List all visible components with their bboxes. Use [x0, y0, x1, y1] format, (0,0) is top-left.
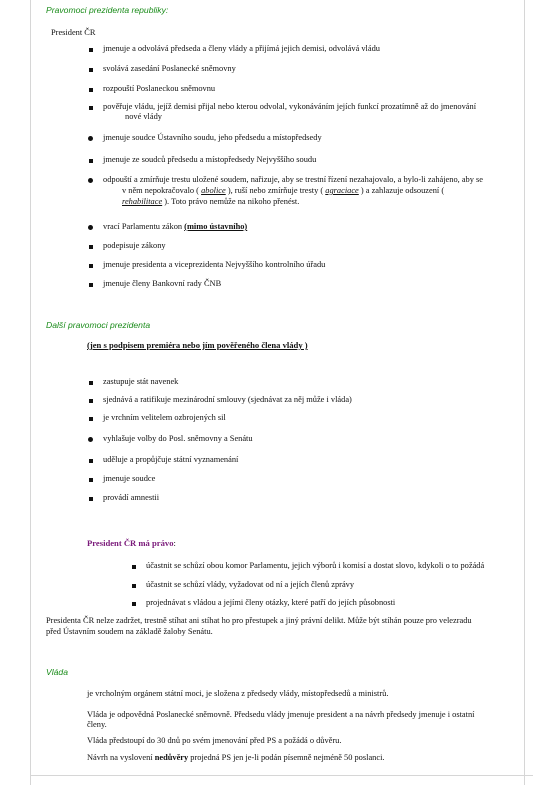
bullet-icon: [132, 584, 136, 588]
text-segment: vrací Parlamentu zákon: [103, 222, 185, 231]
bullet-icon: [89, 417, 93, 421]
text-segment: projedná PS jen je-li podán písemně nejméně 50 poslanci.: [188, 753, 385, 762]
list-item: je vrchním velitelem ozbrojených sil: [103, 413, 226, 422]
list-item: jmenuje soudce Ústavního soudu, jeho předsedu a místopředsedy: [103, 133, 322, 142]
paragraph: Vláda předstoupí do 30 dnů po svém jmenování před PS a požádá o důvěru.: [87, 736, 342, 745]
section-title-other-powers: Další pravomoci prezidenta: [46, 320, 151, 330]
list-item: projednávat s vládou a jejími členy otázky, které patří do jejích působnosti: [146, 598, 396, 607]
list-item: svolává zasedání Poslanecké sněmovny: [103, 64, 236, 73]
list-item: jmenuje a odvolává předseda a členy vlády a přijímá jejich demisi, odvolává vládu: [103, 44, 380, 53]
bullet-icon: [89, 245, 93, 249]
list-item: [103, 222, 247, 231]
bullet-icon: [89, 399, 93, 403]
list-item: podepisuje zákony: [103, 241, 166, 250]
term-rehabilitace: rehabilitace: [122, 197, 163, 206]
page-border-right: [524, 0, 525, 785]
bullet-icon: [89, 48, 93, 52]
section-title-powers: Pravomoci prezidenta republiky:: [46, 5, 169, 15]
list-item-continuation: nové vlády: [125, 112, 162, 121]
bullet-icon: [89, 68, 93, 72]
bullet-icon: [88, 225, 93, 230]
list-item: účastnit se schůzí obou komor Parlamentu, jejich výborů i komisí a dostat slovo, kdykoli o to požádá: [146, 561, 485, 570]
paragraph: Vláda je odpovědná Poslanecké sněmovně. Předsedu vlády jmenuje president a na návrh předsedy jmenuje i ostatní: [87, 710, 475, 719]
page-border-left: [30, 0, 31, 785]
text-emphasis: (mimo ústavního): [184, 222, 248, 231]
paragraph: [87, 753, 385, 762]
list-item: rozpouští Poslaneckou sněmovnu: [103, 84, 216, 93]
bullet-icon: [89, 159, 93, 163]
bullet-icon: [89, 106, 93, 110]
list-item: odpouští a zmírňuje trestu uložené soudem, nařizuje, aby se trestní řízení nezahajovalo, a bylo-li zahájeno, aby se: [103, 175, 483, 184]
rights-heading: [87, 538, 176, 548]
paragraph: je vrcholným orgánem státní moci, je složena z předsedy vlády, místopředsedů a ministrů.: [87, 689, 389, 698]
bullet-icon: [89, 381, 93, 385]
bullet-icon: [88, 437, 93, 442]
bullet-icon: [89, 264, 93, 268]
section-subtitle: (jen s podpisem premiéra nebo jím pověřeného člena vlády ): [87, 340, 308, 350]
immunity-paragraph-line: Presidenta ČR nelze zadržet, trestně stíhat ani stíhat ho pro přestupek a jiný právní delikt. Může být stíhán pouze pro velezradu: [46, 616, 472, 625]
list-item-continuation: [122, 186, 444, 195]
rights-label: President ČR má právo: [87, 538, 174, 548]
list-item: jmenuje ze soudců předsedu a místopředsedy Nejvyššího soudu: [103, 155, 317, 164]
bullet-icon: [89, 88, 93, 92]
list-item: sjednává a ratifikuje mezinárodní smlouvy (sjednávat za něj může i vláda): [103, 395, 352, 404]
immunity-paragraph-line: před Ústavním soudem na základě žaloby Senátu.: [46, 627, 213, 636]
term-agraciace: agraciace: [325, 186, 359, 195]
bullet-icon: [89, 497, 93, 501]
term-abolice: abolice: [201, 186, 226, 195]
text-segment: ), ruší nebo zmírňuje tresty (: [225, 186, 326, 195]
list-item: jmenuje soudce: [103, 474, 156, 483]
section-title-government: Vláda: [46, 667, 68, 677]
bullet-icon: [88, 136, 93, 141]
text-segment: ) a zahlazuje odsouzení (: [358, 186, 445, 195]
bullet-icon: [89, 478, 93, 482]
bullet-icon: [89, 459, 93, 463]
text-segment: v něm nepokračovalo (: [122, 186, 202, 195]
text-emphasis: nedůvěry: [154, 753, 189, 762]
list-item: jmenuje presidenta a viceprezidenta Nejvyššího kontrolního úřadu: [103, 260, 326, 269]
list-item: pověřuje vládu, jejíž demisi přijal nebo kterou odvolal, vykonáváním jejích funkcí prozatímně až do jmenování: [103, 102, 477, 111]
list-item: zastupuje stát navenek: [103, 377, 179, 386]
rights-colon: :: [173, 539, 176, 548]
bullet-icon: [88, 178, 93, 183]
bullet-icon: [132, 565, 136, 569]
list-item: účastnit se schůzí vlády, vyžadovat od ní a jejích členů zprávy: [146, 580, 355, 589]
list-item-continuation: [122, 197, 299, 206]
bullet-icon: [132, 602, 136, 606]
president-label: President ČR: [51, 28, 96, 37]
text-segment: ). Toto právo nemůže na nikoho přenést.: [162, 197, 300, 206]
text-segment: Návrh na vyslovení: [87, 753, 155, 762]
page-border-bottom: [30, 775, 533, 776]
list-item: uděluje a propůjčuje státní vyznamenání: [103, 455, 239, 464]
paragraph-continuation: členy.: [87, 720, 107, 729]
bullet-icon: [89, 283, 93, 287]
list-item: jmenuje členy Bankovní rady ČNB: [103, 279, 222, 288]
list-item: provádí amnestii: [103, 493, 160, 502]
list-item: vyhlašuje volby do Posl. sněmovny a Senátu: [103, 434, 253, 443]
